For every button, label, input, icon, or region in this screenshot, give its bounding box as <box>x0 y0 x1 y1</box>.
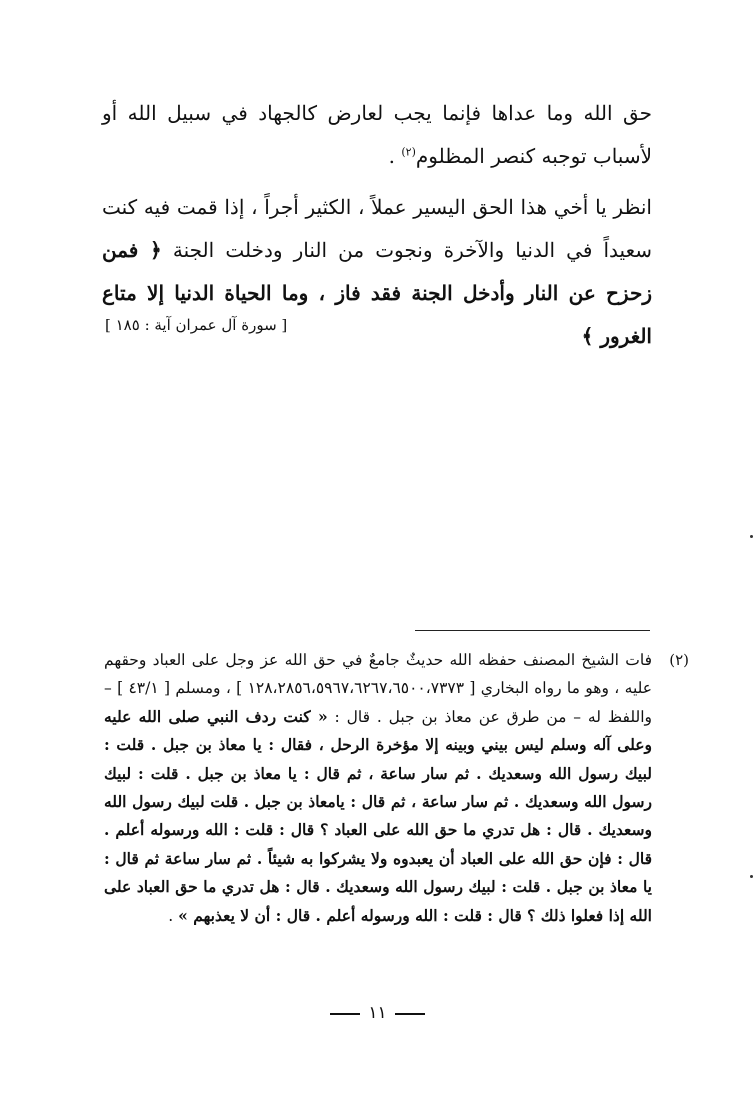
page-number <box>0 998 755 1028</box>
paragraph-1 <box>102 92 652 178</box>
footnote-reference[interactable]: (٢) <box>401 145 416 159</box>
page-number-dash-left <box>395 1013 425 1015</box>
paragraph-1-tail: . <box>388 144 402 168</box>
footnote-separator <box>415 630 650 631</box>
scan-speck <box>750 875 753 878</box>
footnote-closing: . <box>168 906 179 925</box>
quran-verse: ﴿ فمن زحزح عن النار وأدخل الجنة فقد فاز ، وما الحياة الدنيا إلا متاع الغرور ﴾ <box>102 238 652 348</box>
paragraph-1-text: حق الله وما عداها فإنما يجب لعارض كالجهاد في سبيل الله أو لأسباب توجبه كنصر المظلوم <box>102 101 652 168</box>
paragraph-2-text: انظر يا أخي هذا الحق اليسير عملاً ، الكثير أجراً ، إذا قمت فيه كنت سعيداً في الدنيا والآخرة ونجوت من النار ودخلت الجنة <box>102 195 652 262</box>
page-number-value: ١١ <box>368 1003 387 1023</box>
footnote-marker: (٢) <box>669 651 689 669</box>
page-number-dash-right <box>330 1013 360 1015</box>
footnote-intro: فات الشيخ المصنف حفظه الله حديثٌ جامعٌ في حق الله عز وجل على العباد وحقهم عليه ، وهو ما رواه البخاري [ ١٢٨،٢٨٥٦،٥٩٦٧،٦٢٦٧،٦٥٠٠،٧٣٧٣ ] ، ومسلم [ ٤٣/١ ] – واللفظ له – من طرق عن معاذ بن جبل . قال : <box>104 651 653 726</box>
footnote-text <box>104 646 652 930</box>
verse-reference: [ سورة آل عمران آية : ١٨٥ ] <box>105 316 288 334</box>
scan-speck <box>750 535 753 538</box>
hadith-text: « كنت ردف النبي صلى الله عليه وعلى آله وسلم ليس بيني وبينه إلا مؤخرة الرحل ، فقال : يا معاذ بن جبل . قلت : لبيك رسول الله وسعديك . ثم سار ساعة ، ثم قال : يا معاذ بن جبل . قلت : لبيك رسول الله وسعديك . ثم سار ساعة ، ثم قال : يامعاذ بن جبل . قلت لبيك رسول الله وسعديك . قال : هل تدري ما حق الله على العباد ؟ قال : قلت : الله ورسوله أعلم . قال : فإن حق الله على العباد أن يعبدوه ولا يشركوا به شيئاً . ثم سار ساعة ثم قال : يا معاذ بن جبل . قلت : لبيك رسول الله وسعديك . قال : هل تدري ما حق العباد على الله إذا فعلوا ذلك ؟ قال : قلت : الله ورسوله أعلم . قال : أن لا يعذبهم » <box>104 706 652 925</box>
